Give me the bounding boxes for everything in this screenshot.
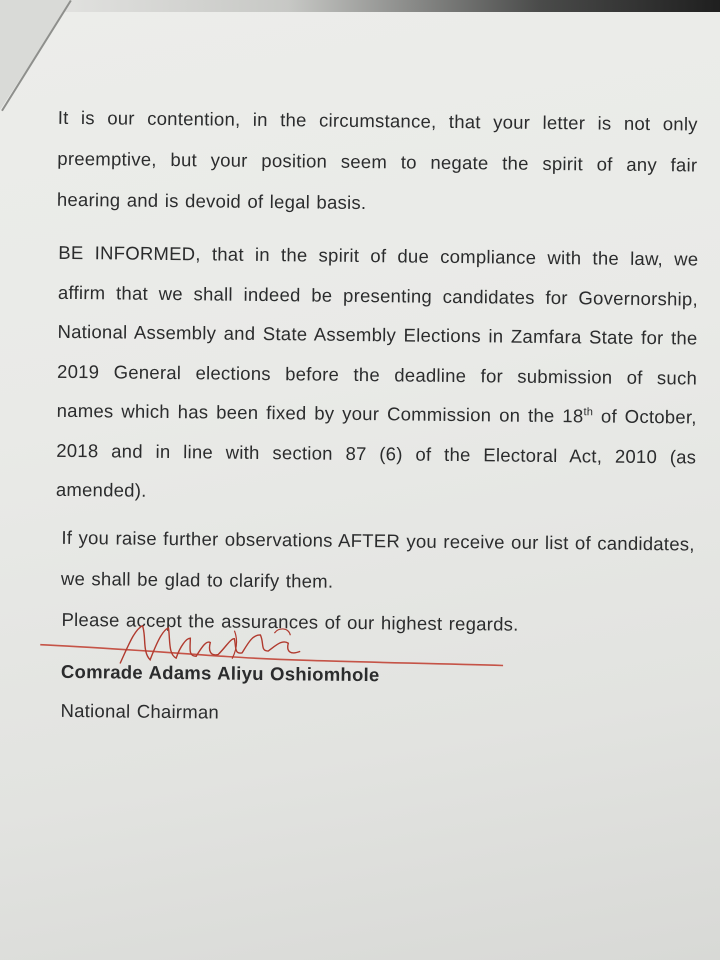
ordinal-suffix: th xyxy=(583,406,594,419)
text-line: affirm that we shall indeed be presenting candidates for Governorship, xyxy=(57,281,699,310)
text-line-with-date xyxy=(57,391,697,437)
signatory-name: Comrade Adams Aliyu Oshiomhole xyxy=(60,660,380,686)
signatory-title: National Chairman xyxy=(60,699,220,723)
paragraph-contention xyxy=(57,97,698,227)
text-line: amended). xyxy=(55,478,147,501)
text-line: preemptive, but your position seem to negate the spirit of any fair xyxy=(57,147,698,176)
paragraph-observations xyxy=(60,517,695,606)
text-line: hearing and is devoid of legal basis. xyxy=(56,188,367,214)
text-line: National Assembly and State Assembly Elections in Zamfara State for the xyxy=(57,320,698,349)
date-text-after: of October, xyxy=(593,405,697,428)
text-line: we shall be glad to clarify them. xyxy=(60,567,334,592)
date-text-before: names which has been fixed by your Commission on the 18 xyxy=(56,399,584,427)
text-line: 2019 General elections before the deadline for submission of such xyxy=(57,360,698,389)
text-line: 2018 and in line with section 87 (6) of the Electoral Act, 2010 (as xyxy=(56,439,697,468)
text-line: BE INFORMED, that in the spirit of due compliance with the law, we xyxy=(58,241,699,270)
text-line: It is our contention, in the circumstance, that your letter is not only xyxy=(57,106,698,135)
closing-line: Please accept the assurances of our highest regards. xyxy=(61,608,519,635)
paragraph-be-informed xyxy=(56,233,699,516)
text-line: If you raise further observations AFTER you receive our list of candidates, xyxy=(61,526,695,555)
